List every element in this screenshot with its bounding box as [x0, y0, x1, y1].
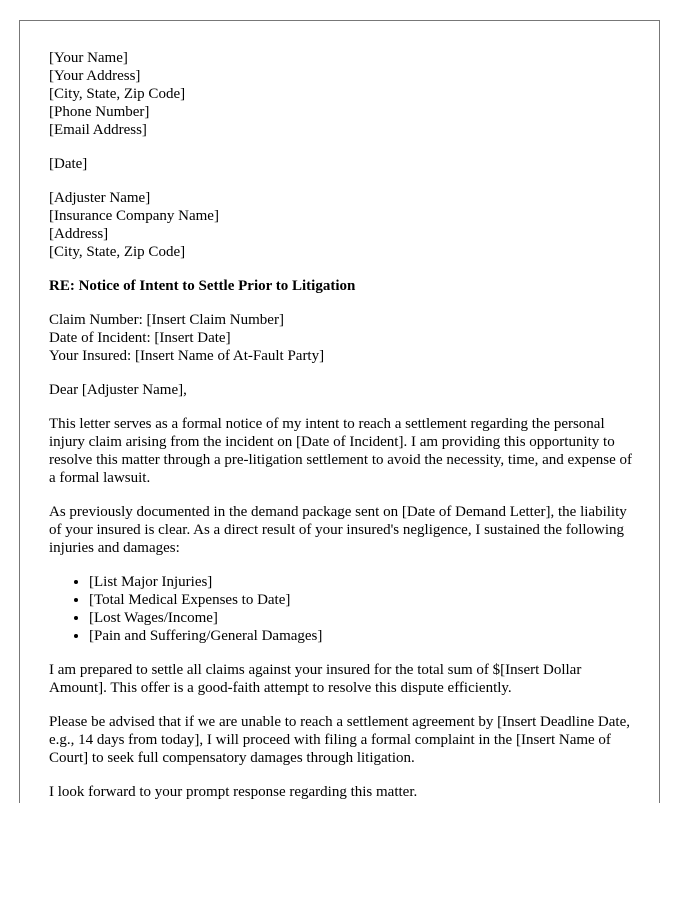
recipient-company: [Insurance Company Name] — [49, 208, 219, 224]
offer-paragraph: I am prepared to settle all claims against your insured for the total sum of $[Insert Dollar Amount]. This offer is a good-faith attempt to resolve this dispute efficiently. — [49, 662, 582, 696]
claim-number: Claim Number: [Insert Claim Number] — [49, 312, 284, 328]
letter-date: [Date] — [49, 156, 88, 172]
deadline-paragraph: Please be advised that if we are unable to reach a settlement agreement by [Insert Deadline Date, e.g., 14 days from today], I will proceed with filing a formal complaint in the [Insert Name of Court] to seek full compensatory damages through litigation. — [49, 714, 630, 766]
recipient-city-state-zip: [City, State, Zip Code] — [49, 244, 186, 260]
sender-email: [Email Address] — [49, 122, 147, 138]
letter-body — [49, 49, 639, 803]
letter-page — [19, 20, 660, 803]
list-item: • [Pain and Suffering/General Damages] — [89, 627, 639, 645]
sender-phone: [Phone Number] — [49, 104, 150, 120]
list-item: • [Lost Wages/Income] — [89, 609, 639, 627]
recipient-block — [49, 189, 639, 261]
recipient-adjuster: [Adjuster Name] — [49, 190, 151, 206]
sender-city-state-zip: [City, State, Zip Code] — [49, 86, 186, 102]
closing-paragraph: I look forward to your prompt response regarding this matter. — [49, 784, 418, 800]
subject-line: RE: Notice of Intent to Settle Prior to Litigation — [49, 278, 356, 294]
salutation: Dear [Adjuster Name], — [49, 382, 187, 398]
sender-address: [Your Address] — [49, 68, 141, 84]
your-insured: Your Insured: [Insert Name of At-Fault Party] — [49, 348, 325, 364]
claim-info-block — [49, 311, 639, 365]
date-of-incident: Date of Incident: [Insert Date] — [49, 330, 231, 346]
recipient-address: [Address] — [49, 226, 109, 242]
list-item: • [Total Medical Expenses to Date] — [89, 591, 639, 609]
list-item: • [List Major Injuries] — [89, 573, 639, 591]
date-block — [49, 155, 639, 173]
intro-paragraph: This letter serves as a formal notice of my intent to reach a settlement regarding the personal injury claim arising from the incident on [Date of Incident]. I am providing this opportunity to resolve this matter through a pre-litigation settlement to avoid the necessity, time, and expense of a formal lawsuit. — [49, 416, 633, 486]
damages-list — [49, 573, 639, 645]
liability-paragraph: As previously documented in the demand package sent on [Date of Demand Letter], the liability of your insured is clear. As a direct result of your insured's negligence, I sustained the following injuries and damages: — [49, 504, 627, 556]
sender-name: [Your Name] — [49, 50, 128, 66]
sender-block — [49, 49, 639, 139]
